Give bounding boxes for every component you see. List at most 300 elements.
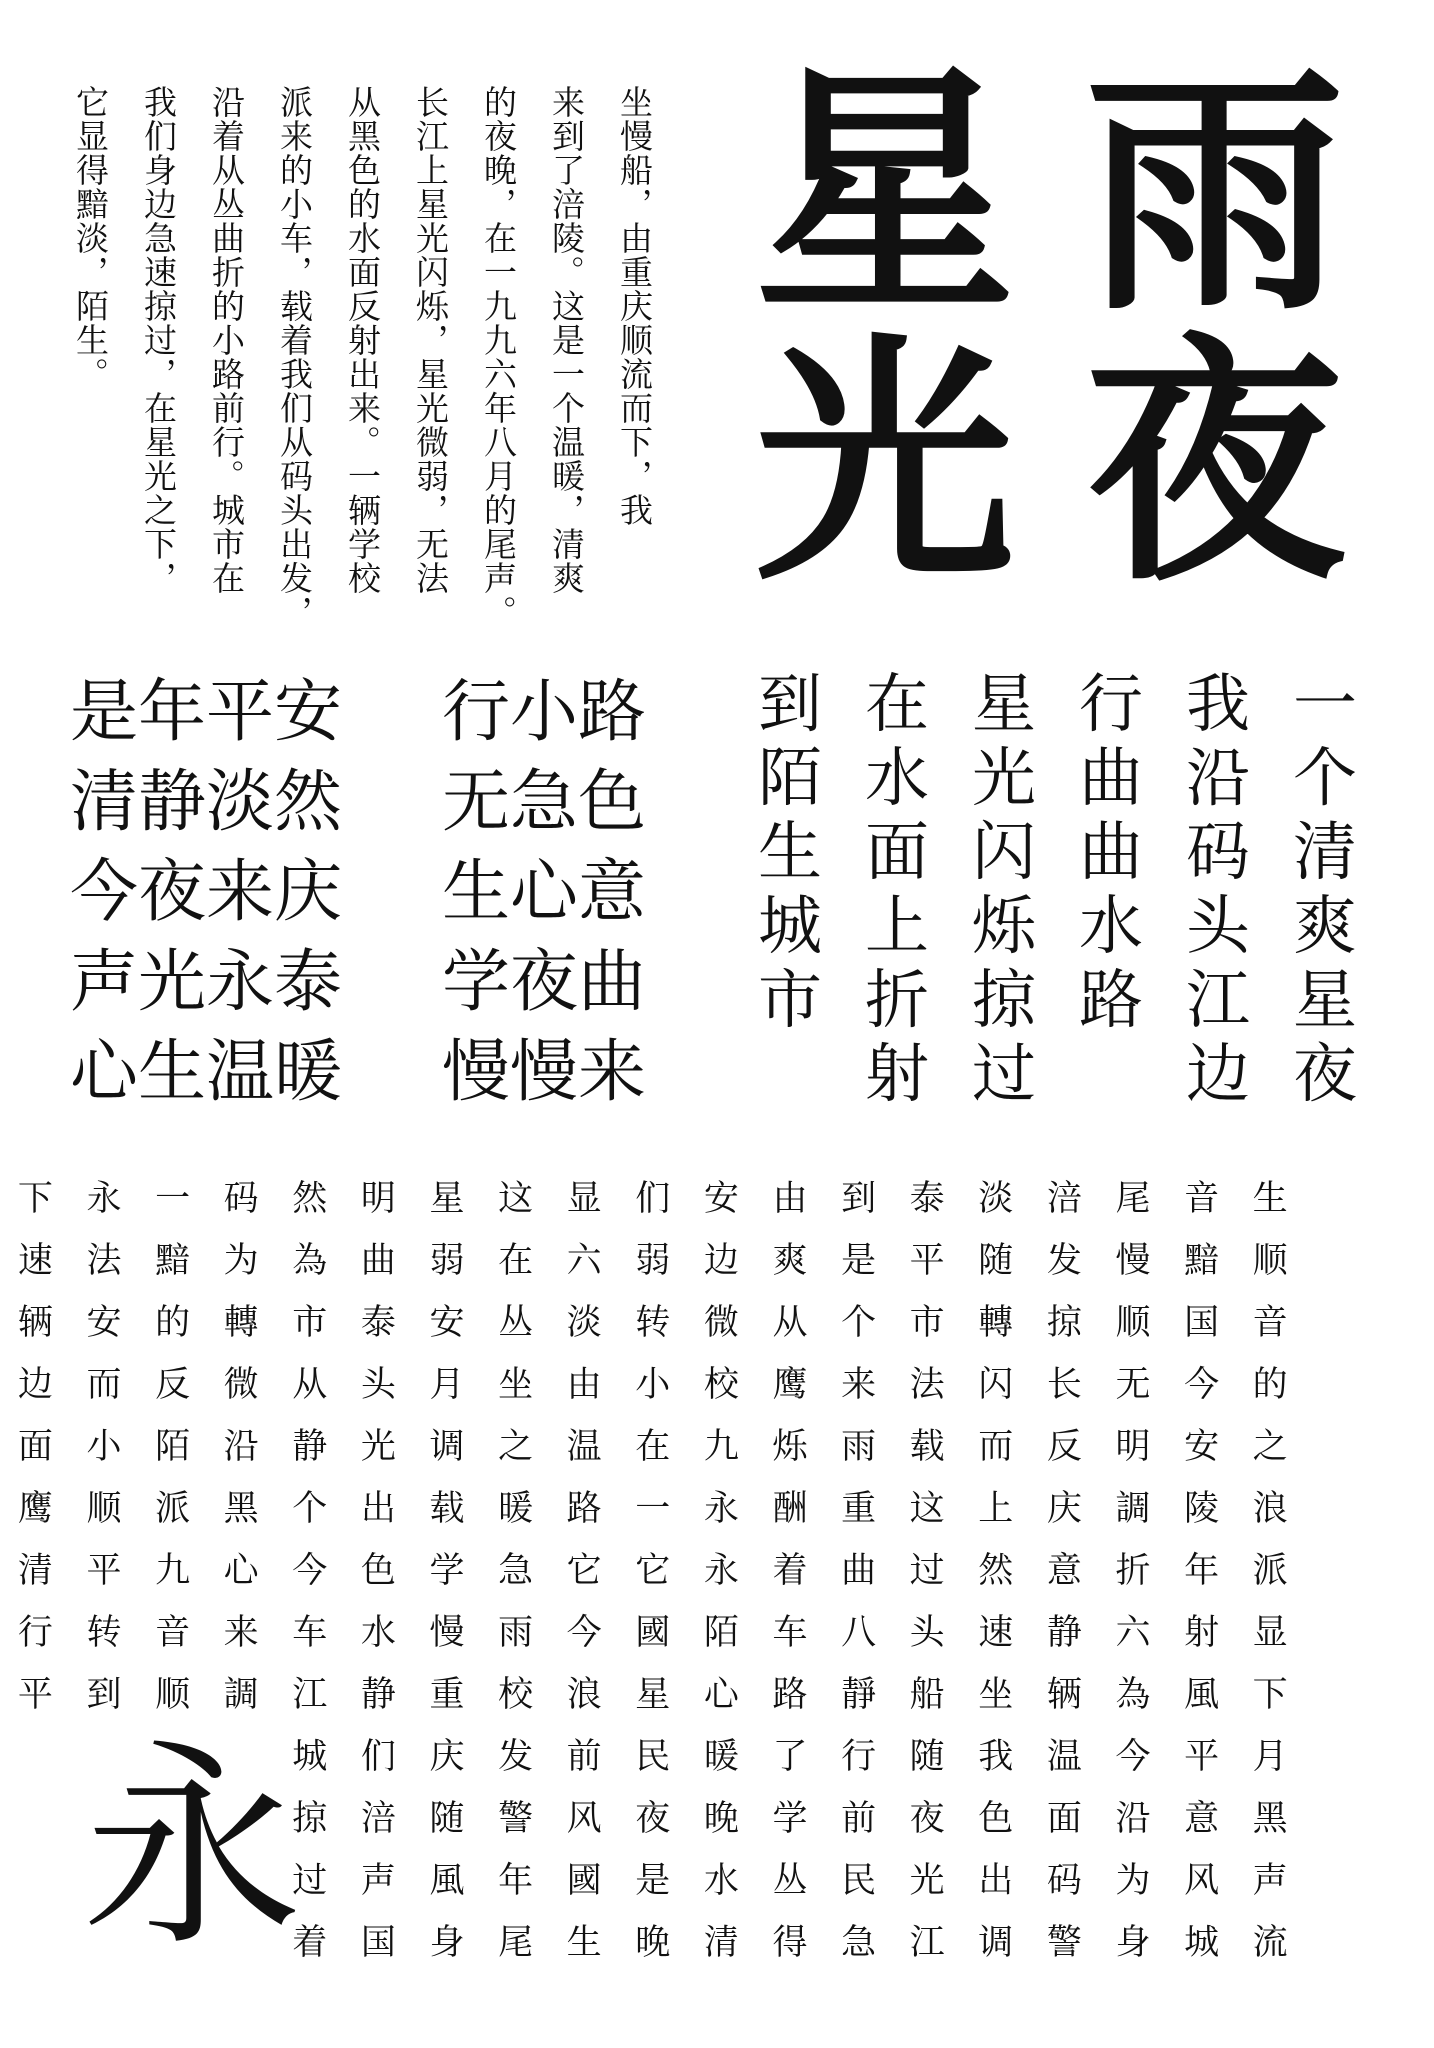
grid-char: 心: [223, 1551, 259, 1591]
poem-char: 一: [1293, 668, 1357, 742]
grid-char: 城: [1184, 1923, 1220, 1963]
grid-char: 平: [909, 1241, 945, 1281]
phrase-line: 心生温暖: [70, 1033, 343, 1112]
grid-char: 显: [1252, 1613, 1288, 1653]
passage-line: 沿着从丛曲折的小路前行。城市在: [207, 85, 246, 595]
title-char: 夜: [1085, 314, 1345, 616]
poem-char: 城: [758, 890, 822, 964]
grid-char: 涪: [1046, 1179, 1082, 1219]
grid-char: 静: [1046, 1613, 1082, 1653]
grid-char: 流: [1252, 1923, 1288, 1963]
vertical-passage: [70, 85, 690, 645]
grid-char: 永: [703, 1489, 739, 1529]
grid-char: 风: [1184, 1861, 1220, 1901]
title-char: 星: [755, 44, 1015, 346]
grid-char: 闪: [978, 1365, 1014, 1405]
grid-char: 长: [1046, 1365, 1082, 1405]
grid-char: 年: [1184, 1551, 1220, 1591]
grid-char: 来: [841, 1365, 877, 1405]
grid-char: 永: [703, 1551, 739, 1591]
grid-char: 光: [360, 1427, 396, 1467]
grid-char: 市: [909, 1303, 945, 1343]
grid-char: 然: [978, 1551, 1014, 1591]
grid-char: 过: [292, 1861, 328, 1901]
grid-char: 学: [429, 1551, 465, 1591]
phrase-column-left: [70, 668, 342, 1118]
grid-char: 到: [86, 1675, 122, 1715]
grid-char: 急: [841, 1923, 877, 1963]
poem-char: 清: [1293, 816, 1357, 890]
phrase-column-right: [442, 668, 646, 1118]
poem-column: [750, 668, 830, 1038]
poem-char: 曲: [1079, 742, 1143, 816]
phrase-line: 行小路: [442, 673, 647, 752]
grid-char: 前: [566, 1737, 602, 1777]
grid-char: 泰: [360, 1303, 396, 1343]
grid-char: 為: [292, 1241, 328, 1281]
poem-column: [964, 668, 1044, 1112]
poem-char: 陌: [758, 742, 822, 816]
phrase-line: 学夜曲: [442, 943, 647, 1022]
grid-char: 的: [1252, 1365, 1288, 1405]
poem-char: 夜: [1293, 1038, 1357, 1112]
grid-char: 载: [909, 1427, 945, 1467]
grid-char: 年: [498, 1861, 534, 1901]
grid-char: 船: [909, 1675, 945, 1715]
poem-char: 光: [972, 742, 1036, 816]
passage-line: 我们身边急速掠过，在星光之下，: [139, 85, 178, 595]
title-char: 光: [755, 314, 1015, 616]
grid-char: 夜: [635, 1799, 671, 1839]
poem-char: 上: [865, 890, 929, 964]
poem-char: 烁: [972, 890, 1036, 964]
grid-char: 顺: [86, 1489, 122, 1529]
title-column: [1070, 44, 1360, 616]
grid-char: 之: [498, 1427, 534, 1467]
grid-char: 調: [223, 1675, 259, 1715]
grid-char: 生: [1252, 1179, 1288, 1219]
grid-char: 雨: [498, 1613, 534, 1653]
passage-line: 派来的小车，载着我们从码头出发，: [275, 85, 314, 629]
poem-char: 沿: [1186, 742, 1250, 816]
grid-char: 星: [635, 1675, 671, 1715]
grid-char: 急: [498, 1551, 534, 1591]
grid-char: 靜: [841, 1675, 877, 1715]
grid-char: 它: [566, 1551, 602, 1591]
grid-char: 来: [223, 1613, 259, 1653]
poem-char: 到: [758, 668, 822, 742]
grid-char: 身: [429, 1923, 465, 1963]
grid-char: 声: [1252, 1861, 1288, 1901]
poem-char: 星: [972, 668, 1036, 742]
grid-char: 反: [155, 1365, 191, 1405]
grid-char: 个: [292, 1489, 328, 1529]
grid-char: 载: [429, 1489, 465, 1529]
grid-char: 随: [909, 1737, 945, 1777]
grid-char: 今: [1115, 1737, 1151, 1777]
grid-char: 弱: [429, 1241, 465, 1281]
grid-char: 曲: [841, 1551, 877, 1591]
grid-char: 雨: [841, 1427, 877, 1467]
grid-char: 在: [498, 1241, 534, 1281]
grid-char: 调: [978, 1923, 1014, 1963]
grid-char: 静: [292, 1427, 328, 1467]
grid-char: 射: [1184, 1613, 1220, 1653]
grid-char: 小: [635, 1365, 671, 1405]
grid-char: 微: [703, 1303, 739, 1343]
poem-column: [857, 668, 937, 1112]
title-char: 雨: [1085, 44, 1345, 346]
grid-char: 转: [86, 1613, 122, 1653]
grid-char: 民: [841, 1861, 877, 1901]
poem-char: 码: [1186, 816, 1250, 890]
grid-char: 月: [429, 1365, 465, 1405]
grid-char: 重: [841, 1489, 877, 1529]
grid-char: 陵: [1184, 1489, 1220, 1529]
title-column: [740, 44, 1030, 616]
grid-char: 民: [635, 1737, 671, 1777]
grid-char: 行: [17, 1613, 53, 1653]
grid-char: 下: [17, 1179, 53, 1219]
grid-char: 速: [978, 1613, 1014, 1653]
grid-char: 反: [1046, 1427, 1082, 1467]
grid-char: 折: [1115, 1551, 1151, 1591]
grid-char: 路: [566, 1489, 602, 1529]
grid-char: 着: [772, 1551, 808, 1591]
grid-char: 校: [498, 1675, 534, 1715]
grid-char: 浪: [1252, 1489, 1288, 1529]
grid-char: 尾: [1115, 1179, 1151, 1219]
grid-char: 音: [1184, 1179, 1220, 1219]
grid-char: 黯: [155, 1241, 191, 1281]
phrase-block: [70, 668, 710, 1128]
grid-char: 今: [566, 1613, 602, 1653]
grid-char: 头: [909, 1613, 945, 1653]
poem-char: 路: [1079, 964, 1143, 1038]
grid-char: 由: [566, 1365, 602, 1405]
phrase-line: 生心意: [442, 853, 647, 932]
poem-char: 折: [865, 964, 929, 1038]
grid-char: 温: [566, 1427, 602, 1467]
grid-char: 下: [1252, 1675, 1288, 1715]
passage-line: 它显得黯淡，陌生。: [71, 85, 110, 391]
grid-char: 在: [635, 1427, 671, 1467]
grid-char: 安: [86, 1303, 122, 1343]
grid-char: 今: [292, 1551, 328, 1591]
grid-char: 庆: [1046, 1489, 1082, 1529]
grid-char: 显: [566, 1179, 602, 1219]
grid-char: 坐: [498, 1365, 534, 1405]
title-block: [740, 44, 1380, 620]
grid-char: 到: [841, 1179, 877, 1219]
poem-char: 江: [1186, 964, 1250, 1038]
grid-char: 静: [360, 1675, 396, 1715]
poem-column: [1178, 668, 1258, 1112]
grid-char: 一: [635, 1489, 671, 1529]
grid-char: 陌: [155, 1427, 191, 1467]
grid-char: 这: [909, 1489, 945, 1529]
grid-char: 温: [1046, 1737, 1082, 1777]
grid-char: 小: [86, 1427, 122, 1467]
grid-char: 色: [978, 1799, 1014, 1839]
grid-char: 尾: [498, 1923, 534, 1963]
grid-char: 掠: [292, 1799, 328, 1839]
grid-char: 鹰: [772, 1365, 808, 1405]
grid-char: 夜: [909, 1799, 945, 1839]
grid-char: 为: [223, 1241, 259, 1281]
grid-char: 風: [1184, 1675, 1220, 1715]
grid-char: 生: [566, 1923, 602, 1963]
poem-char: 水: [1079, 890, 1143, 964]
grid-char: 調: [1115, 1489, 1151, 1529]
grid-char: 光: [909, 1861, 945, 1901]
grid-char: 六: [1115, 1613, 1151, 1653]
grid-char: 沿: [1115, 1799, 1151, 1839]
grid-char: 码: [223, 1179, 259, 1219]
grid-char: 明: [360, 1179, 396, 1219]
grid-char: 个: [841, 1303, 877, 1343]
grid-char: 而: [978, 1427, 1014, 1467]
phrase-line: 声光永泰: [70, 943, 343, 1022]
grid-char: 意: [1046, 1551, 1082, 1591]
grid-char: 慢: [1115, 1241, 1151, 1281]
grid-char: 江: [909, 1923, 945, 1963]
grid-char: 码: [1046, 1861, 1082, 1901]
big-glyph: 永: [81, 1720, 302, 1976]
poem-char: 掠: [972, 964, 1036, 1038]
poem-char: 曲: [1079, 816, 1143, 890]
grid-char: 警: [498, 1799, 534, 1839]
grid-char: 江: [292, 1675, 328, 1715]
grid-char: 城: [292, 1737, 328, 1777]
grid-char: 沿: [223, 1427, 259, 1467]
grid-char: 平: [17, 1675, 53, 1715]
grid-char: 平: [1184, 1737, 1220, 1777]
passage-line: 坐慢船，由重庆顺流而下，我: [615, 85, 654, 527]
grid-char: 之: [1252, 1427, 1288, 1467]
grid-char: 校: [703, 1365, 739, 1405]
grid-char: 出: [978, 1861, 1014, 1901]
grid-char: 庆: [429, 1737, 465, 1777]
poem-char: 行: [1079, 668, 1143, 742]
grid-char: 九: [703, 1427, 739, 1467]
grid-char: 色: [360, 1551, 396, 1591]
grid-char: 市: [292, 1303, 328, 1343]
grid-char: 顺: [1115, 1303, 1151, 1343]
poem-char: 星: [1293, 964, 1357, 1038]
grid-char: 丛: [772, 1861, 808, 1901]
grid-char: 酬: [772, 1489, 808, 1529]
grid-char: 然: [292, 1179, 328, 1219]
grid-char: 水: [703, 1861, 739, 1901]
grid-char: 从: [772, 1303, 808, 1343]
grid-char: 顺: [1252, 1241, 1288, 1281]
passage-line: 从黑色的水面反射出来。一辆学校: [343, 85, 382, 595]
grid-char: 重: [429, 1675, 465, 1715]
grid-char: 國: [566, 1861, 602, 1901]
grid-char: 暖: [498, 1489, 534, 1529]
grid-char: 今: [1184, 1365, 1220, 1405]
grid-char: 黑: [1252, 1799, 1288, 1839]
grid-char: 丛: [498, 1303, 534, 1343]
grid-char: 八: [841, 1613, 877, 1653]
grid-char: 晚: [635, 1923, 671, 1963]
poem-char: 爽: [1293, 890, 1357, 964]
grid-char: 上: [978, 1489, 1014, 1529]
grid-char: 六: [566, 1241, 602, 1281]
passage-line: 来到了涪陵。这是一个温暖，清爽: [547, 85, 586, 595]
poem-char: 水: [865, 742, 929, 816]
grid-char: 速: [17, 1241, 53, 1281]
grid-char: 发: [1046, 1241, 1082, 1281]
grid-char: 九: [155, 1551, 191, 1591]
grid-char: 们: [635, 1179, 671, 1219]
grid-char: 涪: [360, 1799, 396, 1839]
grid-char: 前: [841, 1799, 877, 1839]
grid-char: 从: [292, 1365, 328, 1405]
grid-char: 音: [1252, 1303, 1288, 1343]
grid-char: 是: [841, 1241, 877, 1281]
grid-char: 面: [17, 1427, 53, 1467]
grid-char: 出: [360, 1489, 396, 1529]
grid-char: 随: [978, 1241, 1014, 1281]
grid-char: 声: [360, 1861, 396, 1901]
poem-char: 面: [865, 816, 929, 890]
grid-char: 得: [772, 1923, 808, 1963]
grid-char: 弱: [635, 1241, 671, 1281]
phrase-line: 清静淡然: [70, 763, 343, 842]
poem-char: 射: [865, 1038, 929, 1112]
grid-char: 而: [86, 1365, 122, 1405]
grid-char: 由: [772, 1179, 808, 1219]
poem-char: 头: [1186, 890, 1250, 964]
grid-char: 车: [772, 1613, 808, 1653]
grid-char: 坐: [978, 1675, 1014, 1715]
passage-line: 的夜晚，在一九九六年八月的尾声。: [479, 85, 518, 629]
poem-column: [1285, 668, 1365, 1112]
grid-char: 月: [1252, 1737, 1288, 1777]
grid-char: 清: [17, 1551, 53, 1591]
grid-char: 慢: [429, 1613, 465, 1653]
poem-char: 在: [865, 668, 929, 742]
grid-char: 暖: [703, 1737, 739, 1777]
grid-char: 法: [909, 1365, 945, 1405]
grid-char: 安: [429, 1303, 465, 1343]
grid-char: 曲: [360, 1241, 396, 1281]
grid-char: 心: [703, 1675, 739, 1715]
phrase-line: 是年平安: [70, 673, 343, 752]
phrase-line: 慢慢来: [442, 1033, 647, 1112]
grid-char: 转: [635, 1303, 671, 1343]
grid-char: 学: [772, 1799, 808, 1839]
poem-char: 我: [1186, 668, 1250, 742]
poem-char: 过: [972, 1038, 1036, 1112]
grid-char: 国: [360, 1923, 396, 1963]
poem-char: 边: [1186, 1038, 1250, 1112]
grid-char: 淡: [566, 1303, 602, 1343]
vertical-poem: [750, 668, 1380, 1128]
grid-char: 了: [772, 1737, 808, 1777]
grid-char: 爽: [772, 1241, 808, 1281]
grid-char: 平: [86, 1551, 122, 1591]
grid-char: 為: [1115, 1675, 1151, 1715]
grid-char: 淡: [978, 1179, 1014, 1219]
grid-char: 是: [635, 1861, 671, 1901]
grid-char: 轉: [223, 1303, 259, 1343]
poem-char: 个: [1293, 742, 1357, 816]
grid-char: 風: [429, 1861, 465, 1901]
phrase-line: 无急色: [442, 763, 647, 842]
grid-char: 边: [17, 1365, 53, 1405]
grid-char: 轉: [978, 1303, 1014, 1343]
grid-char: 辆: [17, 1303, 53, 1343]
grid-char: 着: [292, 1923, 328, 1963]
grid-char: 烁: [772, 1427, 808, 1467]
grid-char: 明: [1115, 1427, 1151, 1467]
grid-char: 永: [86, 1179, 122, 1219]
grid-char: 微: [223, 1365, 259, 1405]
grid-char: 陌: [703, 1613, 739, 1653]
grid-char: 我: [978, 1737, 1014, 1777]
grid-char: 风: [566, 1799, 602, 1839]
grid-char: 无: [1115, 1365, 1151, 1405]
grid-char: 辆: [1046, 1675, 1082, 1715]
grid-char: 掠: [1046, 1303, 1082, 1343]
grid-char: 调: [429, 1427, 465, 1467]
grid-char: 浪: [566, 1675, 602, 1715]
poem-char: 闪: [972, 816, 1036, 890]
grid-char: 泰: [909, 1179, 945, 1219]
grid-char: 黑: [223, 1489, 259, 1529]
grid-char: 们: [360, 1737, 396, 1777]
grid-char: 行: [841, 1737, 877, 1777]
grid-char: 黯: [1184, 1241, 1220, 1281]
poem-char: 市: [758, 964, 822, 1038]
grid-char: 警: [1046, 1923, 1082, 1963]
grid-char: 鹰: [17, 1489, 53, 1529]
grid-char: 派: [155, 1489, 191, 1529]
poem-char: 生: [758, 816, 822, 890]
grid-char: 国: [1184, 1303, 1220, 1343]
grid-char: 晚: [703, 1799, 739, 1839]
grid-char: 发: [498, 1737, 534, 1777]
grid-char: 安: [1184, 1427, 1220, 1467]
grid-char: 星: [429, 1179, 465, 1219]
grid-char: 随: [429, 1799, 465, 1839]
grid-char: 过: [909, 1551, 945, 1591]
grid-char: 车: [292, 1613, 328, 1653]
grid-char: 音: [155, 1613, 191, 1653]
grid-char: 清: [703, 1923, 739, 1963]
phrase-line: 今夜来庆: [70, 853, 343, 932]
grid-char: 派: [1252, 1551, 1288, 1591]
grid-char: 水: [360, 1613, 396, 1653]
grid-char: 的: [155, 1303, 191, 1343]
grid-char: 身: [1115, 1923, 1151, 1963]
grid-char: 为: [1115, 1861, 1151, 1901]
passage-line: 长江上星光闪烁，星光微弱，无法: [411, 85, 450, 595]
grid-char: 这: [498, 1179, 534, 1219]
grid-char: 它: [635, 1551, 671, 1591]
grid-char: 头: [360, 1365, 396, 1405]
poem-column: [1071, 668, 1151, 1038]
grid-char: 路: [772, 1675, 808, 1715]
grid-char: 面: [1046, 1799, 1082, 1839]
grid-char: 边: [703, 1241, 739, 1281]
grid-char: 顺: [155, 1675, 191, 1715]
grid-char: 意: [1184, 1799, 1220, 1839]
grid-char: 國: [635, 1613, 671, 1653]
